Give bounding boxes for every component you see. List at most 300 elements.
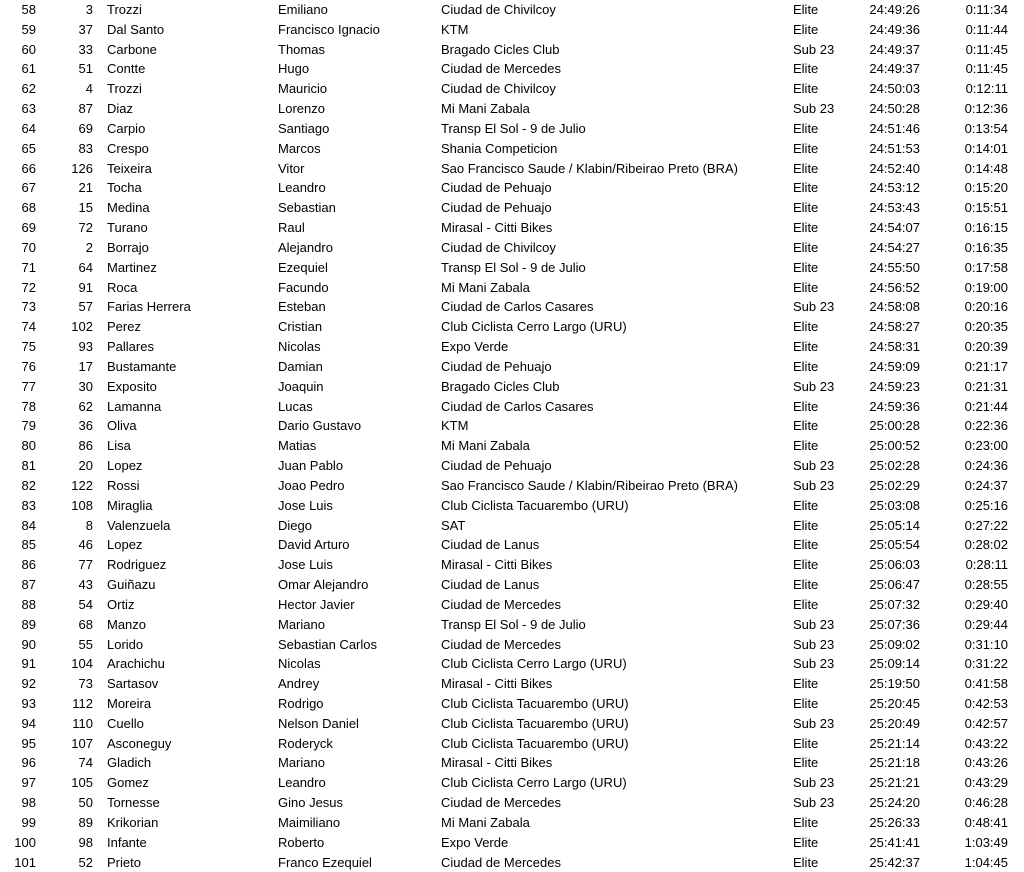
category-cell: Elite [793, 180, 819, 196]
team-cell: Ciudad de Mercedes [441, 636, 561, 652]
time-cell: 25:06:47 [869, 577, 920, 593]
time-cell: 24:56:52 [869, 279, 920, 295]
time-cell: 25:07:36 [869, 616, 920, 632]
bib-number-cell: 20 [78, 458, 93, 474]
first-name-cell: Mariano [278, 755, 325, 771]
time-cell: 25:00:52 [869, 438, 920, 454]
last-name-cell: Carbone [107, 41, 157, 57]
bib-number-cell: 108 [71, 497, 93, 513]
team-cell: Club Ciclista Cerro Largo (URU) [441, 319, 627, 335]
team-cell: Mi Mani Zabala [441, 438, 530, 454]
position-cell: 82 [21, 477, 36, 493]
team-cell: Ciudad de Pehuajo [441, 358, 552, 374]
category-cell: Elite [793, 398, 819, 414]
bib-number-cell: 74 [78, 755, 93, 771]
last-name-cell: Rossi [107, 477, 140, 493]
team-cell: Sao Francisco Saude / Klabin/Ribeirao Preto (BRA) [441, 160, 738, 176]
position-cell: 94 [21, 715, 36, 731]
last-name-cell: Crespo [107, 140, 149, 156]
position-cell: 61 [21, 61, 36, 77]
time-cell: 24:58:31 [869, 339, 920, 355]
last-name-cell: Sartasov [107, 676, 159, 692]
table-row [0, 20, 1024, 40]
last-name-cell: Prieto [107, 854, 141, 870]
position-cell: 99 [21, 814, 36, 830]
bib-number-cell: 15 [78, 200, 93, 216]
table-row [0, 813, 1024, 833]
position-cell: 68 [21, 200, 36, 216]
first-name-cell: Diego [278, 517, 312, 533]
table-row [0, 79, 1024, 99]
table-row [0, 218, 1024, 238]
first-name-cell: Nicolas [278, 339, 321, 355]
time-cell: 24:49:36 [869, 21, 920, 37]
position-cell: 76 [21, 358, 36, 374]
position-cell: 89 [21, 616, 36, 632]
category-cell: Elite [793, 61, 819, 77]
position-cell: 67 [21, 180, 36, 196]
table-row [0, 734, 1024, 754]
team-cell: Ciudad de Mercedes [441, 61, 561, 77]
time-cell: 25:26:33 [869, 814, 920, 830]
table-row [0, 456, 1024, 476]
table-row [0, 753, 1024, 773]
last-name-cell: Lopez [107, 537, 143, 553]
gap-cell: 0:43:22 [964, 735, 1008, 751]
category-cell: Elite [793, 735, 819, 751]
category-cell: Sub 23 [793, 775, 835, 791]
category-cell: Elite [793, 517, 819, 533]
position-cell: 83 [21, 497, 36, 513]
first-name-cell: Leandro [278, 180, 326, 196]
gap-cell: 0:14:48 [964, 160, 1008, 176]
first-name-cell: Roderyck [278, 735, 333, 751]
time-cell: 25:20:45 [869, 695, 920, 711]
position-cell: 92 [21, 676, 36, 692]
last-name-cell: Contte [107, 61, 146, 77]
position-cell: 79 [21, 418, 36, 434]
last-name-cell: Martinez [107, 259, 157, 275]
gap-cell: 0:31:10 [964, 636, 1008, 652]
position-cell: 73 [21, 299, 36, 315]
category-cell: Sub 23 [793, 378, 835, 394]
table-row [0, 674, 1024, 694]
time-cell: 25:24:20 [869, 795, 920, 811]
time-cell: 25:09:02 [869, 636, 920, 652]
time-cell: 24:49:37 [869, 41, 920, 57]
gap-cell: 1:04:45 [964, 854, 1008, 870]
time-cell: 25:41:41 [869, 834, 920, 850]
team-cell: Club Ciclista Tacuarembo (URU) [441, 695, 629, 711]
first-name-cell: Jose Luis [278, 557, 333, 573]
gap-cell: 0:28:55 [964, 577, 1008, 593]
position-cell: 64 [21, 120, 36, 136]
first-name-cell: Matias [278, 438, 317, 454]
last-name-cell: Lorido [107, 636, 144, 652]
bib-number-cell: 8 [85, 517, 93, 533]
gap-cell: 0:41:58 [964, 676, 1008, 692]
bib-number-cell: 33 [78, 41, 93, 57]
time-cell: 24:58:08 [869, 299, 920, 315]
team-cell: Club Ciclista Cerro Largo (URU) [441, 656, 627, 672]
category-cell: Elite [793, 120, 819, 136]
first-name-cell: Joaquin [278, 378, 324, 394]
bib-number-cell: 89 [78, 814, 93, 830]
table-row [0, 555, 1024, 575]
first-name-cell: Francisco Ignacio [278, 21, 380, 37]
first-name-cell: Joao Pedro [278, 477, 345, 493]
time-cell: 24:54:07 [869, 220, 920, 236]
table-row [0, 496, 1024, 516]
last-name-cell: Dal Santo [107, 21, 165, 37]
first-name-cell: Emiliano [278, 2, 328, 17]
category-cell: Elite [793, 2, 819, 17]
position-cell: 85 [21, 537, 36, 553]
gap-cell: 0:31:22 [964, 656, 1008, 672]
time-cell: 25:02:29 [869, 477, 920, 493]
category-cell: Elite [793, 676, 819, 692]
time-cell: 24:55:50 [869, 259, 920, 275]
category-cell: Elite [793, 81, 819, 97]
table-row [0, 436, 1024, 456]
team-cell: Ciudad de Chivilcoy [441, 2, 556, 17]
table-row [0, 139, 1024, 159]
position-cell: 65 [21, 140, 36, 156]
category-cell: Sub 23 [793, 636, 835, 652]
gap-cell: 0:15:51 [964, 200, 1008, 216]
bib-number-cell: 110 [72, 715, 93, 731]
gap-cell: 0:16:15 [964, 220, 1008, 236]
last-name-cell: Moreira [107, 695, 152, 711]
time-cell: 25:05:54 [869, 537, 920, 553]
category-cell: Elite [793, 200, 819, 216]
position-cell: 63 [21, 101, 36, 117]
team-cell: Sao Francisco Saude / Klabin/Ribeirao Preto (BRA) [441, 477, 738, 493]
team-cell: Transp El Sol - 9 de Julio [441, 120, 586, 136]
category-cell: Elite [793, 557, 819, 573]
gap-cell: 0:20:39 [964, 339, 1008, 355]
position-cell: 70 [21, 239, 36, 255]
time-cell: 24:58:27 [869, 319, 920, 335]
table-row [0, 516, 1024, 536]
team-cell: Expo Verde [441, 339, 509, 355]
position-cell: 78 [21, 398, 36, 414]
gap-cell: 0:12:11 [965, 81, 1008, 97]
bib-number-cell: 122 [71, 477, 93, 493]
gap-cell: 0:21:17 [964, 358, 1008, 374]
team-cell: Mirasal - Citti Bikes [441, 557, 553, 573]
gap-cell: 0:25:16 [964, 497, 1008, 513]
bib-number-cell: 55 [78, 636, 93, 652]
last-name-cell: Cuello [107, 715, 144, 731]
bib-number-cell: 30 [78, 378, 93, 394]
position-cell: 84 [21, 517, 36, 533]
position-cell: 60 [21, 41, 36, 57]
last-name-cell: Perez [107, 319, 141, 335]
time-cell: 24:49:37 [869, 61, 920, 77]
last-name-cell: Miraglia [107, 497, 153, 513]
position-cell: 66 [21, 160, 36, 176]
category-cell: Elite [793, 695, 819, 711]
table-row [0, 238, 1024, 258]
time-cell: 24:50:03 [869, 81, 920, 97]
position-cell: 58 [21, 2, 36, 17]
category-cell: Elite [793, 537, 819, 553]
bib-number-cell: 62 [78, 398, 93, 414]
table-row [0, 416, 1024, 436]
bib-number-cell: 51 [78, 61, 93, 77]
first-name-cell: Leandro [278, 775, 326, 791]
table-row [0, 297, 1024, 317]
bib-number-cell: 52 [78, 854, 93, 870]
team-cell: Ciudad de Pehuajo [441, 458, 552, 474]
position-cell: 97 [21, 775, 36, 791]
last-name-cell: Pallares [107, 339, 154, 355]
table-row [0, 476, 1024, 496]
table-row [0, 535, 1024, 555]
last-name-cell: Lisa [107, 438, 131, 454]
position-cell: 87 [21, 577, 36, 593]
team-cell: Ciudad de Chivilcoy [441, 81, 556, 97]
time-cell: 24:53:12 [869, 180, 920, 196]
last-name-cell: Guiñazu [107, 577, 156, 593]
table-row [0, 337, 1024, 357]
last-name-cell: Trozzi [107, 81, 142, 97]
table-row [0, 99, 1024, 119]
table-row [0, 59, 1024, 79]
bib-number-cell: 46 [78, 537, 93, 553]
bib-number-cell: 83 [78, 140, 93, 156]
table-row [0, 397, 1024, 417]
time-cell: 25:05:14 [869, 517, 920, 533]
last-name-cell: Tocha [107, 180, 142, 196]
gap-cell: 0:48:41 [964, 814, 1008, 830]
category-cell: Elite [793, 596, 819, 612]
last-name-cell: Lamanna [107, 398, 162, 414]
last-name-cell: Borrajo [107, 239, 149, 255]
gap-cell: 0:22:36 [964, 418, 1008, 434]
bib-number-cell: 73 [78, 676, 93, 692]
table-row [0, 654, 1024, 674]
category-cell: Sub 23 [793, 41, 835, 57]
first-name-cell: Gino Jesus [278, 795, 344, 811]
table-row [0, 853, 1024, 872]
table-row [0, 635, 1024, 655]
position-cell: 101 [14, 854, 36, 870]
bib-number-cell: 87 [78, 101, 93, 117]
category-cell: Elite [793, 834, 819, 850]
time-cell: 24:50:28 [869, 101, 920, 117]
team-cell: Ciudad de Mercedes [441, 596, 561, 612]
first-name-cell: Jose Luis [278, 497, 333, 513]
last-name-cell: Turano [107, 220, 148, 236]
category-cell: Elite [793, 339, 819, 355]
bib-number-cell: 91 [78, 279, 93, 295]
bib-number-cell: 57 [78, 299, 93, 315]
category-cell: Elite [793, 755, 819, 771]
category-cell: Sub 23 [793, 795, 835, 811]
gap-cell: 0:21:31 [964, 378, 1008, 394]
category-cell: Elite [793, 814, 819, 830]
position-cell: 74 [21, 319, 36, 335]
table-row [0, 833, 1024, 853]
bib-number-cell: 43 [78, 577, 93, 593]
team-cell: Club Ciclista Cerro Largo (URU) [441, 775, 627, 791]
team-cell: Ciudad de Lanus [441, 577, 540, 593]
first-name-cell: Damian [278, 358, 323, 374]
bib-number-cell: 86 [78, 438, 93, 454]
time-cell: 24:51:46 [869, 120, 920, 136]
team-cell: Bragado Cicles Club [441, 378, 560, 394]
bib-number-cell: 3 [85, 2, 93, 17]
first-name-cell: Nelson Daniel [278, 715, 359, 731]
bib-number-cell: 93 [78, 339, 93, 355]
gap-cell: 0:24:37 [964, 477, 1008, 493]
table-row [0, 377, 1024, 397]
team-cell: Ciudad de Lanus [441, 537, 540, 553]
time-cell: 24:51:53 [869, 140, 920, 156]
bib-number-cell: 21 [78, 180, 93, 196]
bib-number-cell: 107 [71, 735, 93, 751]
last-name-cell: Bustamante [107, 358, 177, 374]
category-cell: Sub 23 [793, 299, 835, 315]
position-cell: 88 [21, 596, 36, 612]
last-name-cell: Medina [107, 200, 150, 216]
first-name-cell: Thomas [278, 41, 325, 57]
first-name-cell: Marcos [278, 140, 321, 156]
first-name-cell: Dario Gustavo [278, 418, 362, 434]
position-cell: 90 [21, 636, 36, 652]
team-cell: Ciudad de Carlos Casares [441, 398, 594, 414]
team-cell: KTM [441, 21, 469, 37]
time-cell: 25:20:49 [869, 715, 920, 731]
position-cell: 86 [21, 557, 36, 573]
gap-cell: 0:14:01 [964, 140, 1008, 156]
time-cell: 25:21:21 [869, 775, 920, 791]
gap-cell: 1:03:49 [964, 834, 1008, 850]
team-cell: Transp El Sol - 9 de Julio [441, 259, 586, 275]
first-name-cell: David Arturo [278, 537, 350, 553]
category-cell: Elite [793, 319, 819, 335]
position-cell: 91 [21, 656, 36, 672]
table-row [0, 773, 1024, 793]
last-name-cell: Trozzi [107, 2, 142, 17]
category-cell: Elite [793, 160, 819, 176]
position-cell: 81 [21, 458, 36, 474]
bib-number-cell: 36 [78, 418, 93, 434]
team-cell: Expo Verde [441, 834, 509, 850]
last-name-cell: Farias Herrera [107, 299, 191, 315]
bib-number-cell: 104 [71, 656, 93, 672]
team-cell: SAT [441, 517, 466, 533]
first-name-cell: Mauricio [278, 81, 328, 97]
bib-number-cell: 64 [78, 259, 93, 275]
category-cell: Elite [793, 220, 819, 236]
team-cell: Transp El Sol - 9 de Julio [441, 616, 586, 632]
bib-number-cell: 68 [78, 616, 93, 632]
team-cell: Mirasal - Citti Bikes [441, 755, 553, 771]
time-cell: 25:21:18 [869, 755, 920, 771]
table-row [0, 615, 1024, 635]
gap-cell: 0:24:36 [964, 458, 1008, 474]
last-name-cell: Gladich [107, 755, 152, 771]
team-cell: Club Ciclista Tacuarembo (URU) [441, 735, 629, 751]
team-cell: Mi Mani Zabala [441, 101, 530, 117]
first-name-cell: Roberto [278, 834, 325, 850]
last-name-cell: Infante [107, 834, 147, 850]
time-cell: 24:49:26 [869, 2, 920, 17]
bib-number-cell: 105 [71, 775, 93, 791]
position-cell: 80 [21, 438, 36, 454]
table-row [0, 258, 1024, 278]
time-cell: 25:19:50 [869, 676, 920, 692]
last-name-cell: Roca [107, 279, 138, 295]
table-row [0, 198, 1024, 218]
time-cell: 25:06:03 [869, 557, 920, 573]
gap-cell: 0:42:53 [964, 695, 1008, 711]
team-cell: Ciudad de Carlos Casares [441, 299, 594, 315]
team-cell: Ciudad de Pehuajo [441, 180, 552, 196]
position-cell: 59 [21, 21, 36, 37]
table-row [0, 119, 1024, 139]
first-name-cell: Juan Pablo [278, 458, 344, 474]
gap-cell: 0:17:58 [964, 259, 1008, 275]
gap-cell: 0:46:28 [964, 795, 1008, 811]
last-name-cell: Manzo [107, 616, 147, 632]
team-cell: Mi Mani Zabala [441, 814, 530, 830]
gap-cell: 0:43:26 [964, 755, 1008, 771]
first-name-cell: Raul [278, 220, 305, 236]
table-row [0, 793, 1024, 813]
team-cell: Ciudad de Pehuajo [441, 200, 552, 216]
category-cell: Sub 23 [793, 101, 835, 117]
team-cell: KTM [441, 418, 469, 434]
bib-number-cell: 112 [72, 695, 93, 711]
category-cell: Elite [793, 497, 819, 513]
table-row [0, 694, 1024, 714]
first-name-cell: Franco Ezequiel [278, 854, 372, 870]
category-cell: Elite [793, 259, 819, 275]
team-cell: Shania Competicion [441, 140, 558, 156]
bib-number-cell: 126 [71, 160, 93, 176]
first-name-cell: Nicolas [278, 656, 321, 672]
team-cell: Bragado Cicles Club [441, 41, 560, 57]
category-cell: Sub 23 [793, 477, 835, 493]
first-name-cell: Lucas [278, 398, 313, 414]
category-cell: Elite [793, 577, 819, 593]
last-name-cell: Asconeguy [107, 735, 172, 751]
gap-cell: 0:20:35 [964, 319, 1008, 335]
table-row [0, 357, 1024, 377]
first-name-cell: Mariano [278, 616, 325, 632]
category-cell: Sub 23 [793, 656, 835, 672]
time-cell: 24:54:27 [869, 239, 920, 255]
gap-cell: 0:15:20 [964, 180, 1008, 196]
table-row [0, 159, 1024, 179]
table-row [0, 317, 1024, 337]
gap-cell: 0:13:54 [964, 120, 1008, 136]
time-cell: 24:53:43 [869, 200, 920, 216]
time-cell: 25:07:32 [869, 596, 920, 612]
last-name-cell: Diaz [107, 101, 134, 117]
table-row [0, 595, 1024, 615]
gap-cell: 0:42:57 [964, 715, 1008, 731]
first-name-cell: Sebastian [278, 200, 336, 216]
gap-cell: 0:12:36 [964, 101, 1008, 117]
first-name-cell: Vitor [278, 160, 305, 176]
first-name-cell: Hector Javier [278, 596, 355, 612]
bib-number-cell: 77 [78, 557, 93, 573]
